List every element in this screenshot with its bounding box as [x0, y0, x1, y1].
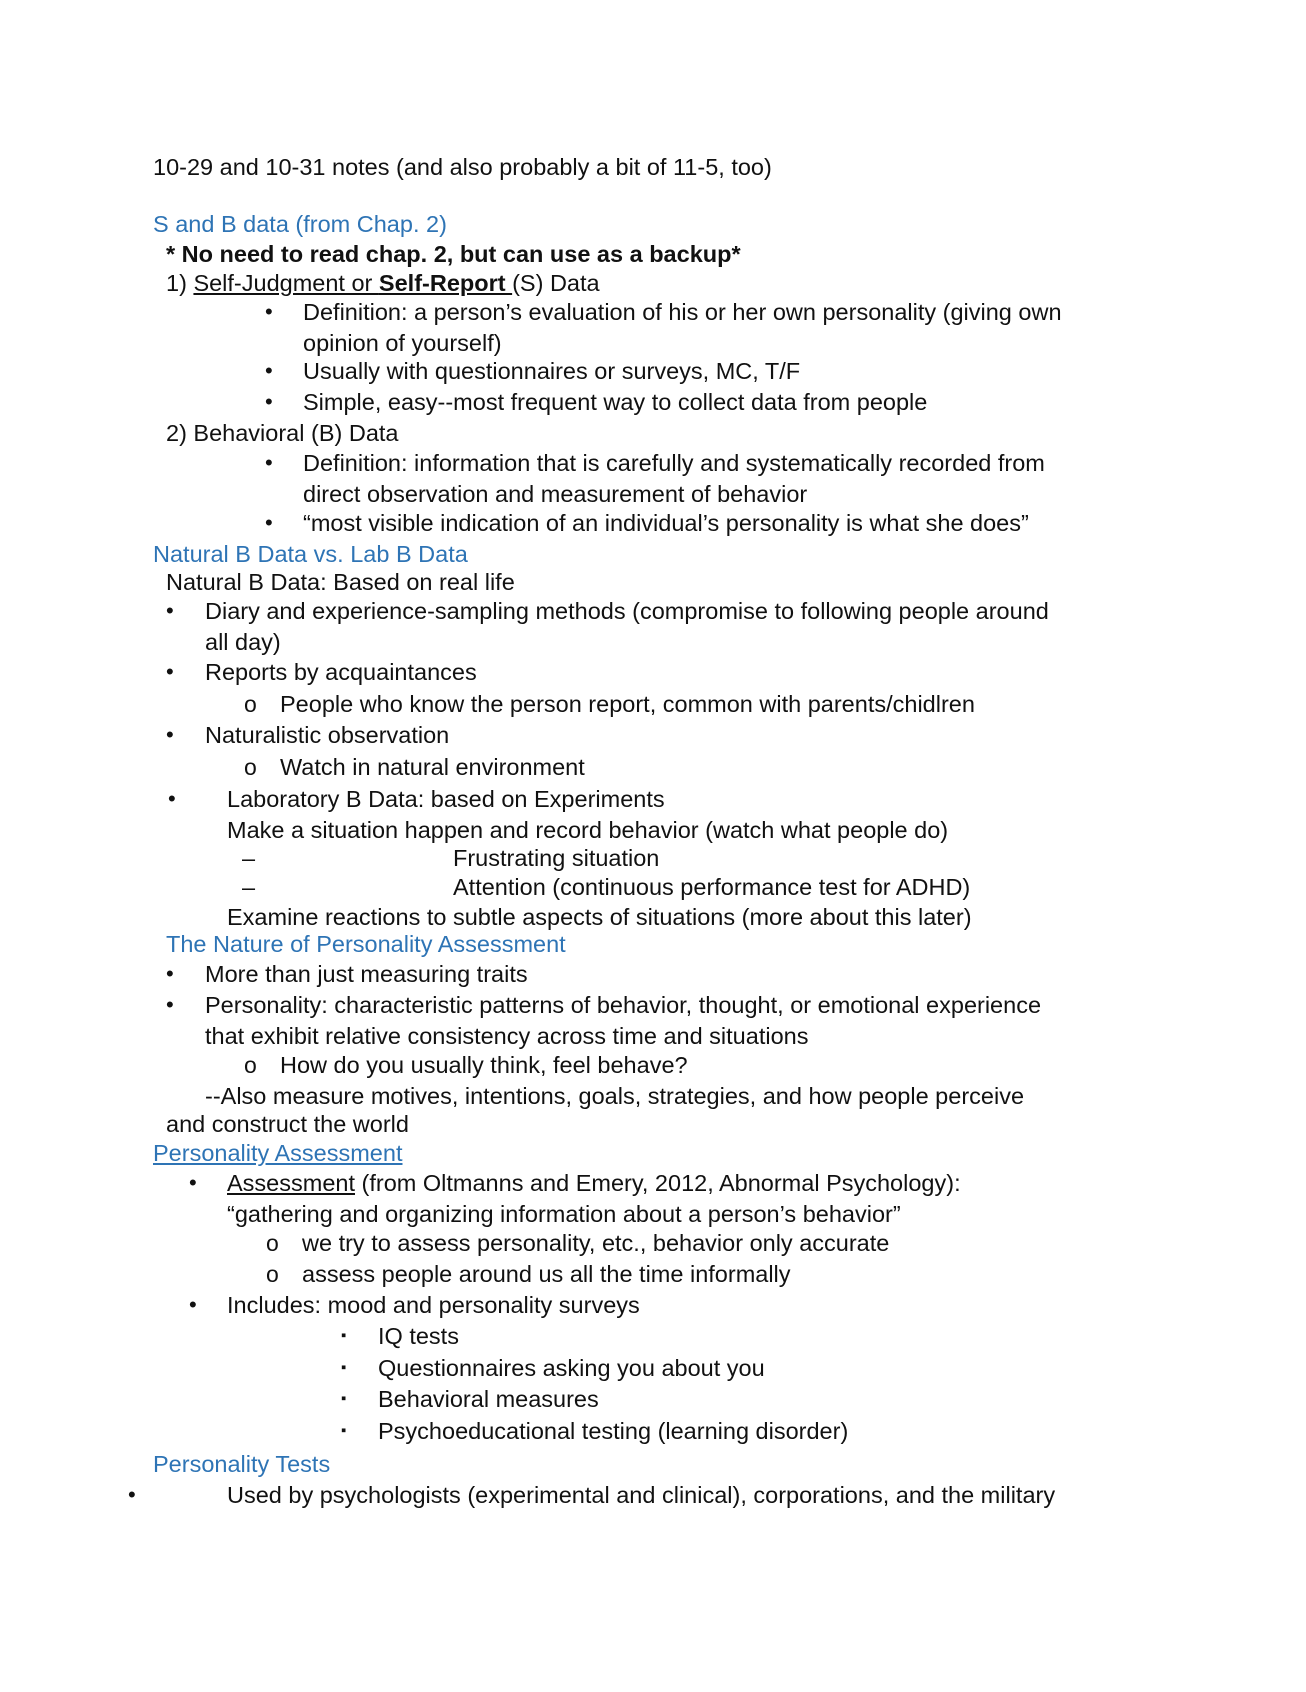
more-than-traits: More than just measuring traits [205, 961, 528, 987]
bullet-icon: • [265, 510, 273, 535]
tests-used-by: Used by psychologists (experimental and clinical), corporations, and the military [227, 1482, 1056, 1508]
bullet-icon: • [128, 1482, 136, 1507]
bullet-icon: • [166, 722, 174, 747]
b-data-definition-line-2: direct observation and measurement of behavior [303, 481, 808, 507]
diary-methods-line-1: Diary and experience-sampling methods (compromise to following people around [205, 598, 1049, 624]
dash-icon: – [242, 845, 256, 871]
behavioral-measures: Behavioral measures [378, 1386, 599, 1412]
iq-tests: IQ tests [378, 1323, 459, 1349]
natural-b-data-intro: Natural B Data: Based on real life [166, 569, 515, 595]
assess-people-informally: assess people around us all the time informally [302, 1261, 791, 1287]
questionnaires: Questionnaires asking you about you [378, 1355, 765, 1381]
document-title: 10-29 and 10-31 notes (and also probably a bit of 11-5, too) [153, 154, 772, 180]
personality-definition-line-2: that exhibit relative consistency across time and situations [205, 1023, 809, 1049]
assessment-definition-line-2: “gathering and organizing information about a person’s behavior” [227, 1201, 901, 1227]
square-bullet-icon: ▪ [341, 1422, 347, 1439]
section-heading-nature-of-assessment: The Nature of Personality Assessment [166, 931, 566, 957]
assessment-source: (from Oltmanns and Emery, 2012, Abnormal Psychology): [355, 1170, 961, 1196]
bullet-icon: • [168, 786, 176, 811]
item-suffix: (S) Data [512, 270, 600, 296]
backup-note: * No need to read chap. 2, but can use as a backup* [166, 241, 741, 267]
square-bullet-icon: ▪ [341, 1359, 347, 1376]
circle-bullet-icon: o [244, 691, 257, 717]
circle-bullet-icon: o [266, 1230, 279, 1256]
bullet-icon: • [166, 659, 174, 684]
bullet-icon: • [189, 1170, 197, 1195]
circle-bullet-icon: o [266, 1261, 279, 1287]
includes-surveys: Includes: mood and personality surveys [227, 1292, 640, 1318]
section-heading-personality-assessment: Personality Assessment [153, 1140, 403, 1166]
section-heading-natural-vs-lab: Natural B Data vs. Lab B Data [153, 541, 468, 567]
personality-definition-line-1: Personality: characteristic patterns of behavior, thought, or emotional experience [205, 992, 1042, 1018]
item-behavioral-data: 2) Behavioral (B) Data [166, 420, 399, 446]
self-report-term: Self-Report [378, 270, 513, 296]
lab-make-situation: Make a situation happen and record behavior (watch what people do) [227, 817, 949, 843]
self-judgment-term: Self-Judgment or [193, 270, 379, 296]
bullet-icon: • [166, 992, 174, 1017]
also-measure-line-2: and construct the world [166, 1111, 409, 1137]
dash-icon: – [242, 874, 256, 900]
s-data-definition-line-2: opinion of yourself) [303, 330, 502, 356]
examine-reactions: Examine reactions to subtle aspects of situations (more about this later) [227, 904, 972, 930]
bullet-icon: • [166, 598, 174, 623]
laboratory-b-data: Laboratory B Data: based on Experiments [227, 786, 665, 812]
bullet-icon: • [265, 299, 273, 324]
bullet-icon: • [265, 450, 273, 475]
assessment-term: Assessment [227, 1170, 355, 1196]
bullet-icon: • [265, 358, 273, 383]
reports-by-acquaintances: Reports by acquaintances [205, 659, 477, 685]
square-bullet-icon: ▪ [341, 1327, 347, 1344]
s-data-definition-line-1: Definition: a person’s evaluation of his or her own personality (giving own [303, 299, 1062, 325]
section-heading-s-and-b-data: S and B data (from Chap. 2) [153, 211, 447, 237]
item-number: 1) [166, 270, 187, 296]
circle-bullet-icon: o [244, 1052, 257, 1078]
attention-test: Attention (continuous performance test for ADHD) [453, 874, 971, 900]
assess-personality-accurate: we try to assess personality, etc., behavior only accurate [302, 1230, 890, 1256]
psychoeducational-testing: Psychoeducational testing (learning disorder) [378, 1418, 849, 1444]
acquaintances-detail: People who know the person report, common with parents/chidlren [280, 691, 975, 717]
how-do-you-think: How do you usually think, feel behave? [280, 1052, 688, 1078]
diary-methods-line-2: all day) [205, 629, 281, 655]
b-data-definition-line-1: Definition: information that is carefully and systematically recorded from [303, 450, 1045, 476]
b-data-quote: “most visible indication of an individual’s personality is what she does” [303, 510, 1029, 536]
observation-detail: Watch in natural environment [280, 754, 585, 780]
naturalistic-observation: Naturalistic observation [205, 722, 450, 748]
bullet-icon: • [189, 1292, 197, 1317]
s-data-questionnaires: Usually with questionnaires or surveys, MC, T/F [303, 358, 801, 384]
s-data-simple: Simple, easy--most frequent way to collect data from people [303, 389, 928, 415]
frustrating-situation: Frustrating situation [453, 845, 660, 871]
circle-bullet-icon: o [244, 754, 257, 780]
bullet-icon: • [166, 961, 174, 986]
assessment-definition-line-1 [227, 1168, 961, 1198]
square-bullet-icon: ▪ [341, 1390, 347, 1407]
section-heading-personality-tests: Personality Tests [153, 1451, 331, 1477]
also-measure-line-1: --Also measure motives, intentions, goals, strategies, and how people perceive [205, 1083, 1025, 1109]
item-self-report-data [166, 268, 600, 298]
bullet-icon: • [265, 389, 273, 414]
